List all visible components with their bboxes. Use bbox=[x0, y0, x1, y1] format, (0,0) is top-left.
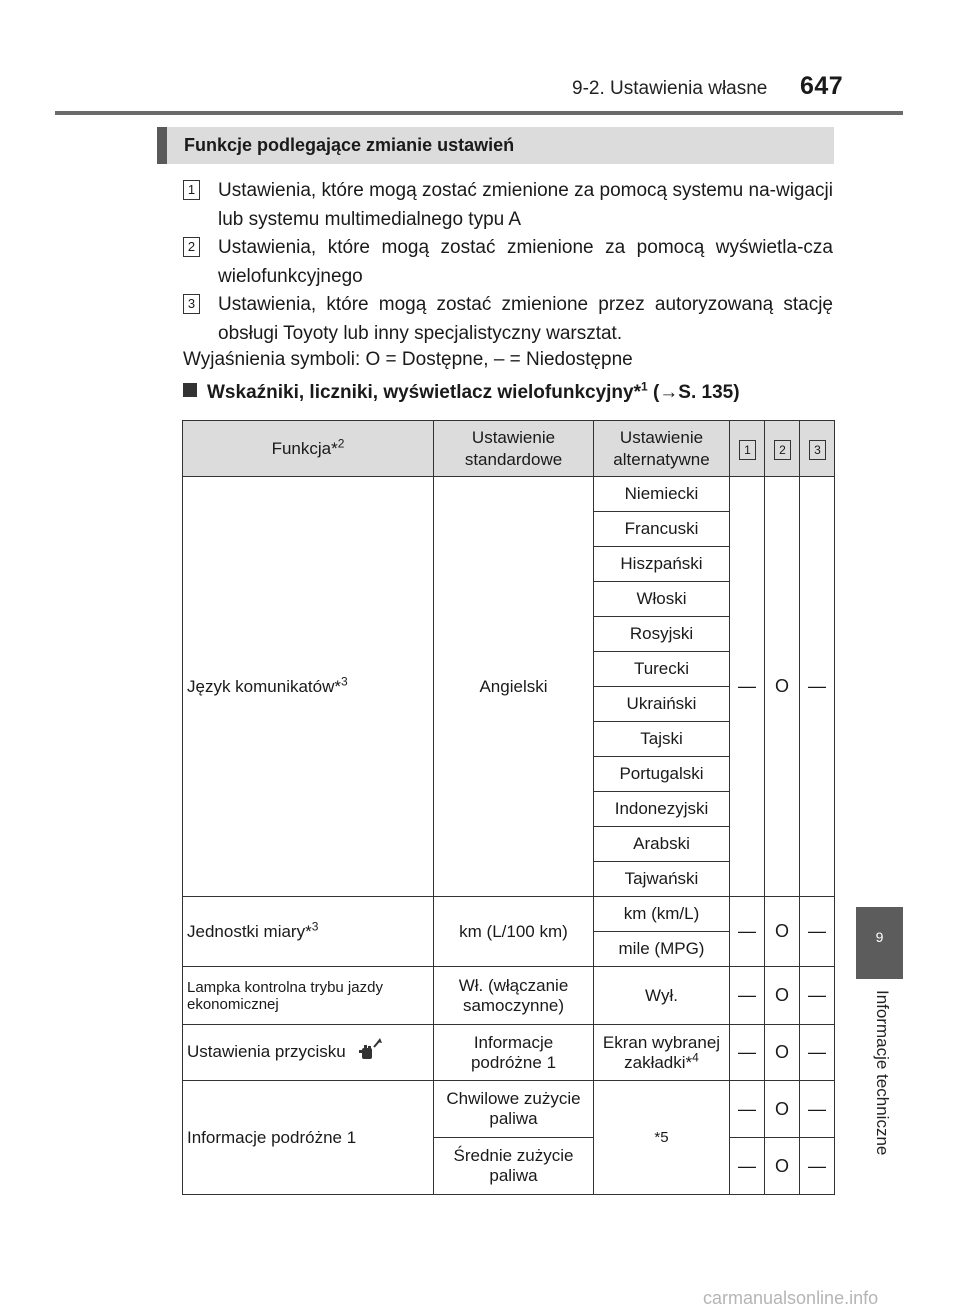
mark-3: — bbox=[800, 1081, 835, 1138]
trip-alt-cell: *5 bbox=[594, 1081, 730, 1195]
list-item bbox=[183, 290, 833, 348]
button-function-cell: Ustawienia przycisku bbox=[183, 1025, 434, 1081]
mark-2: O bbox=[765, 1138, 800, 1195]
alt-cell: Rosyjski bbox=[594, 617, 730, 652]
table-row bbox=[183, 477, 835, 512]
mark-1: — bbox=[730, 1025, 765, 1081]
list-item-text: Ustawienia, które mogą zostać zmienione przez autoryzowaną stację obsługi Toyoty lub inny specjalistyczny warsztat. bbox=[218, 294, 833, 344]
trip-default-cell: Średnie zużycie paliwa bbox=[434, 1138, 594, 1195]
alt-cell: Turecki bbox=[594, 652, 730, 687]
button-alt-cell: Ekran wybranej zakładki*$^4$ bbox=[594, 1025, 730, 1081]
language-function-cell: Język komunikatów*$^3$ bbox=[183, 477, 434, 897]
mark-1: — bbox=[730, 967, 765, 1025]
mark-2: O bbox=[765, 1081, 800, 1138]
alt-cell: Francuski bbox=[594, 512, 730, 547]
mark-3: — bbox=[800, 1138, 835, 1195]
mark-1: — bbox=[730, 1081, 765, 1138]
table-row bbox=[183, 1081, 835, 1138]
button-default-cell: Informacje podróżne 1 bbox=[434, 1025, 594, 1081]
alt-cell: Włoski bbox=[594, 582, 730, 617]
header-divider bbox=[55, 111, 903, 115]
chapter-tab[interactable] bbox=[856, 907, 903, 979]
table-row bbox=[183, 967, 835, 1025]
subheading: Wskaźniki, liczniki, wyświetlacz wielofunkcyjny*$^1$ (→S. 135) bbox=[183, 382, 740, 404]
units-default-cell: km (L/100 km) bbox=[434, 897, 594, 967]
alt-cell: Indonezyjski bbox=[594, 792, 730, 827]
header-function: Funkcja*$^2$ bbox=[183, 421, 434, 477]
header-col-2: 2 bbox=[765, 421, 800, 477]
chapter-label: Informacje techniczne bbox=[873, 990, 892, 1156]
table-row bbox=[183, 1025, 835, 1081]
hand-button-icon bbox=[358, 1037, 384, 1068]
page-number: 647 bbox=[800, 72, 844, 100]
number-box-3: 3 bbox=[183, 294, 200, 314]
watermark: carmanualsonline.info bbox=[703, 1288, 879, 1308]
mark-2: O bbox=[765, 1025, 800, 1081]
section-title: Funkcje podlegające zmianie ustawień bbox=[184, 135, 515, 155]
number-box-1: 1 bbox=[183, 180, 200, 200]
alt-cell: mile (MPG) bbox=[594, 932, 730, 967]
eco-function-cell: Lampka kontrolna trybu jazdy ekonomicznej bbox=[183, 967, 434, 1025]
chapter-number: 9 bbox=[875, 929, 884, 945]
section-heading-box bbox=[157, 127, 834, 164]
alt-cell: Hiszpański bbox=[594, 547, 730, 582]
alt-cell: Ukraiński bbox=[594, 687, 730, 722]
page-reference-link[interactable]: (→S. 135) bbox=[647, 382, 740, 403]
mark-3: — bbox=[800, 897, 835, 967]
alt-cell: Arabski bbox=[594, 827, 730, 862]
alt-cell: Niemiecki bbox=[594, 477, 730, 512]
mark-1: — bbox=[730, 897, 765, 967]
mark-2: O bbox=[765, 967, 800, 1025]
header-default: Ustawienie standardowe bbox=[434, 421, 594, 477]
number-box-2: 2 bbox=[183, 237, 200, 257]
table-header-row bbox=[183, 421, 835, 477]
mark-1: — bbox=[730, 477, 765, 897]
settings-table bbox=[182, 420, 835, 1195]
list-item bbox=[183, 176, 833, 234]
language-default-cell: Angielski bbox=[434, 477, 594, 897]
eco-alt-cell: Wył. bbox=[594, 967, 730, 1025]
symbol-legend: Wyjaśnienia symboli: O = Dostępne, – = Niedostępne bbox=[183, 349, 633, 370]
table-row bbox=[183, 897, 835, 932]
alt-cell: Tajwański bbox=[594, 862, 730, 897]
mark-3: — bbox=[800, 1025, 835, 1081]
header-col-3: 3 bbox=[800, 421, 835, 477]
list-item-text: Ustawienia, które mogą zostać zmienione za pomocą wyświetla-cza wielofunkcyjnego bbox=[218, 237, 833, 287]
alt-cell: Portugalski bbox=[594, 757, 730, 792]
running-header: 9-2. Ustawienia własne bbox=[572, 78, 768, 99]
eco-default-cell: Wł. (włączanie samoczynne) bbox=[434, 967, 594, 1025]
mark-2: O bbox=[765, 477, 800, 897]
units-function-cell: Jednostki miary*$^3$ bbox=[183, 897, 434, 967]
mark-3: — bbox=[800, 477, 835, 897]
mark-3: — bbox=[800, 967, 835, 1025]
trip-function-cell: Informacje podróżne 1 bbox=[183, 1081, 434, 1195]
list-item-text: Ustawienia, które mogą zostać zmienione za pomocą systemu na-wigacji lub systemu multimedialnego typu A bbox=[218, 180, 833, 230]
header-col-1: 1 bbox=[730, 421, 765, 477]
list-item bbox=[183, 233, 833, 291]
mark-2: O bbox=[765, 897, 800, 967]
square-bullet-icon bbox=[183, 383, 197, 397]
header-alternative: Ustawienie alternatywne bbox=[594, 421, 730, 477]
alt-cell: Tajski bbox=[594, 722, 730, 757]
mark-1: — bbox=[730, 1138, 765, 1195]
alt-cell: km (km/L) bbox=[594, 897, 730, 932]
trip-default-cell: Chwilowe zużycie paliwa bbox=[434, 1081, 594, 1138]
